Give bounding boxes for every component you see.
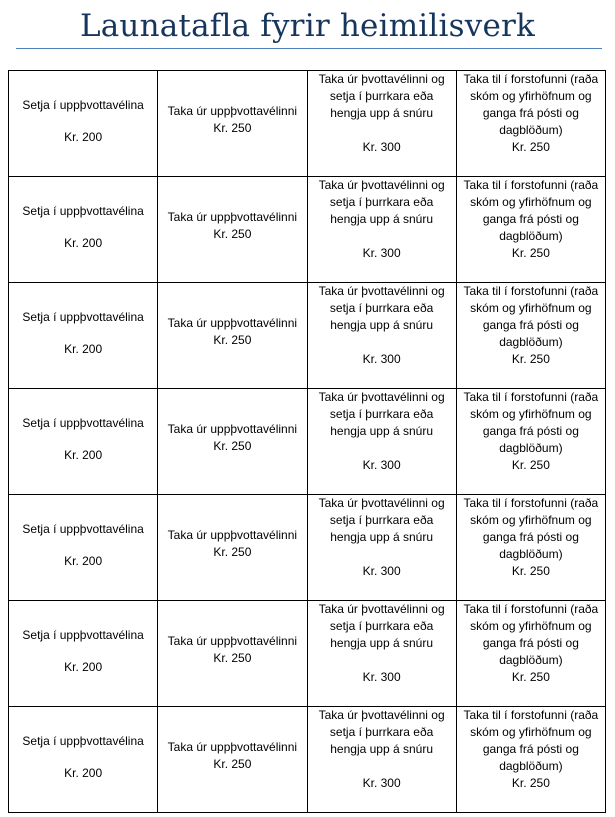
chore-price: Kr. 250 (213, 545, 252, 559)
chore-label: Taka til í forstofunni (raða skóm og yfirhöfnum og ganga frá pósti og dagblöðum) (463, 284, 599, 349)
chore-card-laundry (307, 601, 456, 707)
chore-card-content (311, 601, 453, 706)
table-row (9, 601, 606, 707)
chore-card-tidy-hallway (456, 495, 605, 601)
chore-card-empty-dishwasher (158, 495, 307, 601)
chore-card-tidy-hallway (456, 177, 605, 283)
chore-price: Kr. 200 (64, 342, 103, 356)
chore-price: Kr. 250 (213, 227, 252, 241)
table-row (9, 177, 606, 283)
chore-card-content (12, 707, 154, 812)
chore-price: Kr. 250 (511, 458, 550, 472)
chore-card-load-dishwasher (9, 177, 158, 283)
chore-card-content (460, 707, 602, 812)
chore-card-content (161, 283, 303, 388)
chore-price: Kr. 200 (64, 448, 103, 462)
chore-card-empty-dishwasher (158, 707, 307, 813)
chore-price: Kr. 300 (362, 246, 401, 260)
title-divider (16, 48, 602, 49)
chore-label: Taka úr þvottavélinni og setja í þurrkara eða hengja upp á snúru (318, 496, 445, 544)
chore-card-laundry (307, 389, 456, 495)
chore-card-empty-dishwasher (158, 601, 307, 707)
chore-label: Taka til í forstofunni (raða skóm og yfirhöfnum og ganga frá pósti og dagblöðum) (463, 390, 599, 455)
chore-price: Kr. 200 (64, 660, 103, 674)
chore-card-load-dishwasher (9, 707, 158, 813)
table-row (9, 707, 606, 813)
chore-card-tidy-hallway (456, 283, 605, 389)
chore-label: Setja í uppþvottavélina (22, 310, 144, 324)
chore-card-empty-dishwasher (158, 177, 307, 283)
chore-price: Kr. 250 (213, 333, 252, 347)
chore-price: Kr. 250 (511, 352, 550, 366)
chore-label: Taka úr uppþvottavélinni (167, 740, 298, 754)
chore-card-content (161, 707, 303, 812)
chore-card-content (161, 495, 303, 600)
chore-price: Kr. 300 (362, 352, 401, 366)
chore-price: Kr. 200 (64, 236, 103, 250)
chore-price: Kr. 250 (213, 121, 252, 135)
chore-label: Taka til í forstofunni (raða skóm og yfirhöfnum og ganga frá pósti og dagblöðum) (463, 496, 599, 561)
chore-price: Kr. 300 (362, 140, 401, 154)
chore-label: Taka úr uppþvottavélinni (167, 634, 298, 648)
chore-label: Taka úr þvottavélinni og setja í þurrkara eða hengja upp á snúru (318, 284, 445, 332)
chore-card-content (311, 71, 453, 176)
chore-price: Kr. 300 (362, 564, 401, 578)
chore-label: Taka til í forstofunni (raða skóm og yfirhöfnum og ganga frá pósti og dagblöðum) (463, 708, 599, 773)
chore-card-content (311, 177, 453, 282)
chore-card-load-dishwasher (9, 389, 158, 495)
chore-label: Taka til í forstofunni (raða skóm og yfirhöfnum og ganga frá pósti og dagblöðum) (463, 602, 599, 667)
chore-price: Kr. 300 (362, 670, 401, 684)
chore-price: Kr. 250 (511, 564, 550, 578)
chore-card-laundry (307, 177, 456, 283)
chore-card-content (161, 389, 303, 494)
table-row (9, 283, 606, 389)
page-title: Launatafla fyrir heimilisverk (79, 8, 536, 44)
chore-card-content (12, 177, 154, 282)
chore-label: Taka úr uppþvottavélinni (167, 210, 298, 224)
chore-price: Kr. 250 (213, 651, 252, 665)
chore-card-content (311, 495, 453, 600)
chore-card-content (460, 389, 602, 494)
chore-price: Kr. 250 (213, 757, 252, 771)
chore-card-laundry (307, 283, 456, 389)
chore-price: Kr. 250 (511, 670, 550, 684)
chore-card-content (460, 283, 602, 388)
chore-price: Kr. 300 (362, 458, 401, 472)
chore-card-content (12, 71, 154, 176)
chore-card-content (12, 495, 154, 600)
chore-card-tidy-hallway (456, 71, 605, 177)
chore-card-laundry (307, 707, 456, 813)
chore-label: Taka til í forstofunni (raða skóm og yfirhöfnum og ganga frá pósti og dagblöðum) (463, 178, 599, 243)
chore-price: Kr. 200 (64, 130, 103, 144)
chore-card-content (161, 71, 303, 176)
chore-label: Taka úr uppþvottavélinni (167, 528, 298, 542)
chore-card-laundry (307, 495, 456, 601)
chore-card-content (12, 601, 154, 706)
chore-card-content (311, 283, 453, 388)
chore-price: Kr. 250 (511, 246, 550, 260)
chore-card-load-dishwasher (9, 601, 158, 707)
chore-label: Taka úr þvottavélinni og setja í þurrkara eða hengja upp á snúru (318, 72, 445, 120)
chore-card-load-dishwasher (9, 71, 158, 177)
chore-card-content (12, 389, 154, 494)
chore-wage-table (8, 70, 606, 813)
chore-card-empty-dishwasher (158, 389, 307, 495)
chore-card-content (161, 601, 303, 706)
chore-label: Setja í uppþvottavélina (22, 416, 144, 430)
chore-label: Setja í uppþvottavélina (22, 204, 144, 218)
chore-card-content (311, 389, 453, 494)
chore-price: Kr. 300 (362, 776, 401, 790)
chore-card-tidy-hallway (456, 707, 605, 813)
chore-card-tidy-hallway (456, 389, 605, 495)
chore-card-tidy-hallway (456, 601, 605, 707)
chore-label: Taka úr þvottavélinni og setja í þurrkara eða hengja upp á snúru (318, 178, 445, 226)
chore-label: Taka úr uppþvottavélinni (167, 104, 298, 118)
chore-label: Taka úr þvottavélinni og setja í þurrkara eða hengja upp á snúru (318, 708, 445, 756)
chore-card-content (12, 283, 154, 388)
chore-price: Kr. 200 (64, 766, 103, 780)
chore-label: Taka úr uppþvottavélinni (167, 316, 298, 330)
chore-card-content (161, 177, 303, 282)
table-row (9, 71, 606, 177)
chore-card-empty-dishwasher (158, 283, 307, 389)
chore-label: Setja í uppþvottavélina (22, 522, 144, 536)
table-row (9, 389, 606, 495)
chore-label: Taka til í forstofunni (raða skóm og yfirhöfnum og ganga frá pósti og dagblöðum) (463, 72, 599, 137)
chore-card-content (460, 601, 602, 706)
chore-label: Taka úr þvottavélinni og setja í þurrkara eða hengja upp á snúru (318, 602, 445, 650)
chore-card-content (460, 71, 602, 176)
chore-card-content (460, 495, 602, 600)
chore-label: Setja í uppþvottavélina (22, 628, 144, 642)
table-row (9, 495, 606, 601)
chore-table-body (9, 71, 606, 813)
chore-price: Kr. 250 (511, 776, 550, 790)
chore-label: Setja í uppþvottavélina (22, 98, 144, 112)
chore-label: Setja í uppþvottavélina (22, 734, 144, 748)
chore-price: Kr. 250 (213, 439, 252, 453)
chore-label: Taka úr þvottavélinni og setja í þurrkara eða hengja upp á snúru (318, 390, 445, 438)
chore-card-laundry (307, 71, 456, 177)
chore-card-empty-dishwasher (158, 71, 307, 177)
chore-card-load-dishwasher (9, 283, 158, 389)
chore-card-content (460, 177, 602, 282)
chore-card-content (311, 707, 453, 812)
chore-card-load-dishwasher (9, 495, 158, 601)
chore-price: Kr. 250 (511, 140, 550, 154)
chore-price: Kr. 200 (64, 554, 103, 568)
chore-label: Taka úr uppþvottavélinni (167, 422, 298, 436)
